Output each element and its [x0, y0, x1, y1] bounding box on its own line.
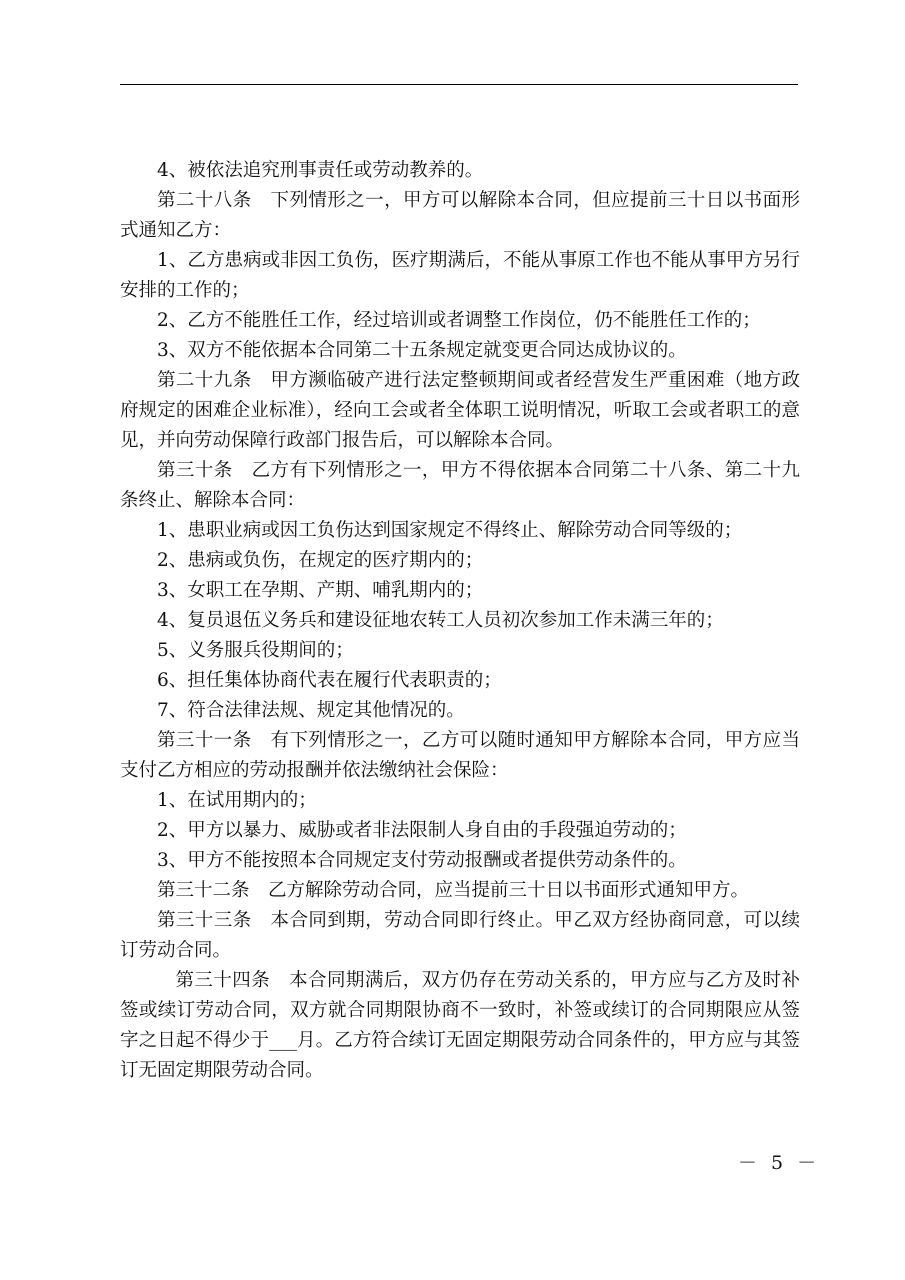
- article-33: 第三十三条 本合同到期，劳动合同即行终止。甲乙双方经协商同意，可以续订劳动合同。: [120, 910, 800, 961]
- article-30: 第三十条 乙方有下列情形之一，甲方不得依据本合同第二十八条、第二十九条终止、解除本合同：: [120, 460, 800, 511]
- article-30-item-4: 4、复员退伍义务兵和建设征地农转工人员初次参加工作未满三年的；: [157, 610, 724, 631]
- header-rule: [120, 84, 798, 85]
- article-31-item-1: 1、在试用期内的；: [157, 790, 317, 811]
- article-31-item-2: 2、甲方以暴力、威胁或者非法限制人身自由的手段强迫劳动的；: [157, 820, 687, 841]
- article-31-item-3: 3、甲方不能按照本合同规定支付劳动报酬或者提供劳动条件的。: [157, 850, 687, 871]
- article-30-item-1: 1、患职业病或因工负伤达到国家规定不得终止、解除劳动合同等级的；: [157, 520, 743, 541]
- article-28-item-2: 2、乙方不能胜任工作，经过培训或者调整工作岗位，仍不能胜任工作的；: [157, 310, 761, 331]
- article-28-item-1: 1、乙方患病或非因工负伤，医疗期满后，不能从事原工作也不能从事甲方另行安排的工作的；: [120, 250, 800, 301]
- article-34: 第三十四条 本合同期满后，双方仍存在劳动关系的，甲方应与乙方及时补签或续订劳动合同，双方就合同期限协商不一致时，补签或续订的合同期限应从签字之日起不得少于___月。乙方符合续订无固定期限劳动合同条件的，甲方应与其签订无固定期限劳动合同。: [120, 970, 800, 1081]
- article-30-item-7: 7、符合法律法规、规定其他情况的。: [157, 700, 465, 721]
- article-28-item-3: 3、双方不能依据本合同第二十五条规定就变更合同达成协议的。: [157, 340, 687, 361]
- article-28: 第二十八条 下列情形之一，甲方可以解除本合同，但应提前三十日以书面形式通知乙方：: [120, 190, 800, 241]
- article-31: 第三十一条 有下列情形之一，乙方可以随时通知甲方解除本合同，甲方应当支付乙方相应的劳动报酬并依法缴纳社会保险：: [120, 730, 800, 781]
- article-30-item-5: 5、义务服兵役期间的；: [157, 640, 354, 661]
- article-32: 第三十二条 乙方解除劳动合同，应当提前三十日以书面形式通知甲方。: [157, 880, 750, 901]
- list-item-criminal-liability: 4、被依法追究刑事责任或劳动教养的。: [157, 160, 484, 181]
- article-30-item-2: 2、患病或负伤，在规定的医疗期内的；: [157, 550, 484, 571]
- page-number: － 5 －: [738, 1152, 821, 1174]
- article-30-item-6: 6、担任集体协商代表在履行代表职责的；: [157, 670, 502, 691]
- article-29: 第二十九条 甲方濒临破产进行法定整顿期间或者经营发生严重困难（地方政府规定的困难企业标准），经向工会或者全体职工说明情况，听取工会或者职工的意见，并向劳动保障行政部门报告后，可以解除本合同。: [120, 370, 800, 451]
- article-30-item-3: 3、女职工在孕期、产期、哺乳期内的；: [157, 580, 484, 601]
- document-body: [120, 156, 800, 1086]
